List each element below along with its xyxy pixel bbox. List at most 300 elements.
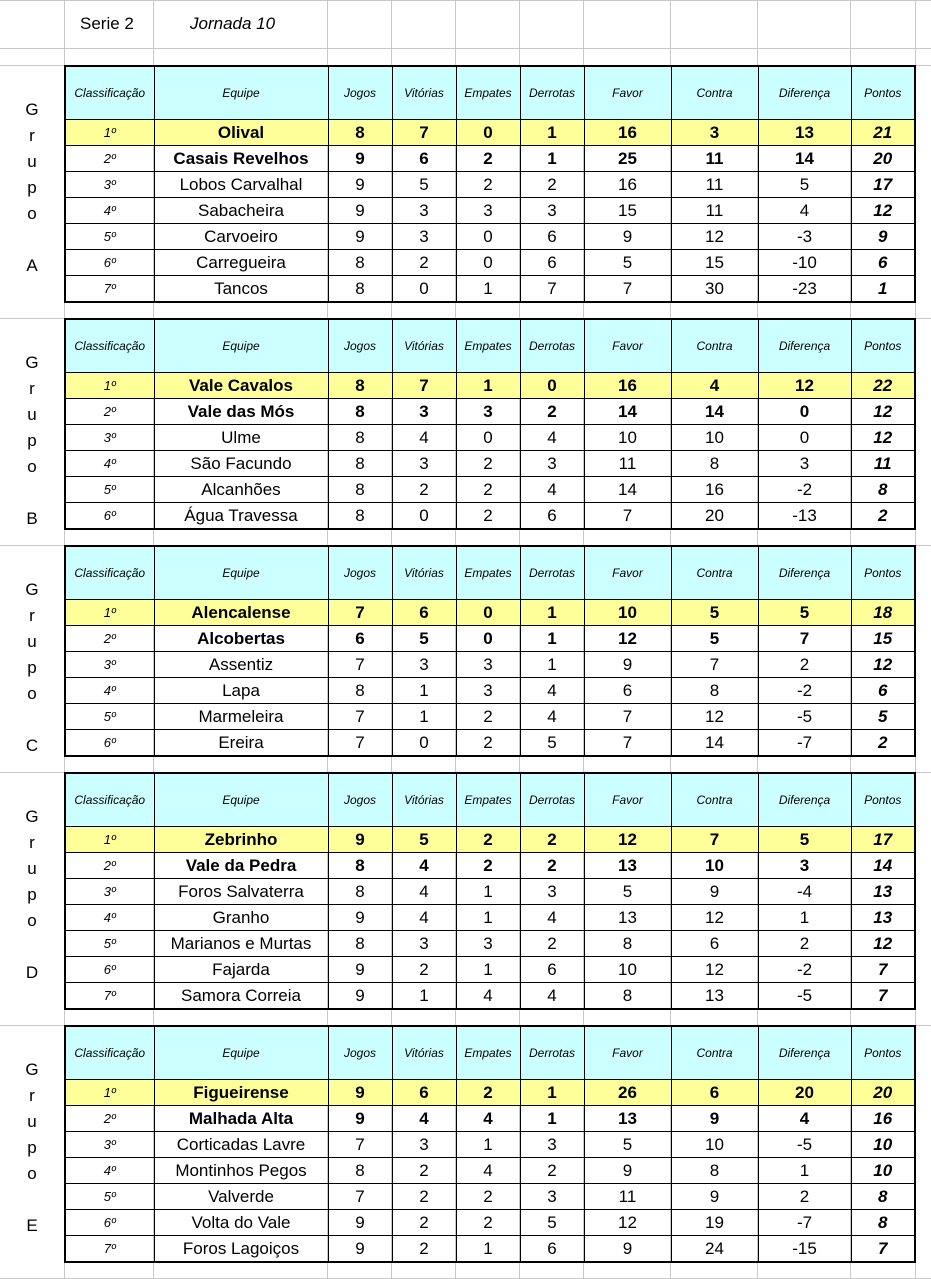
table-cell: 1º [65,373,154,399]
table-row [65,250,915,276]
team-name-cell: Olival [154,120,328,146]
table-cell: 4º [65,678,154,704]
column-header: Empates [456,773,520,827]
team-name-cell: Casais Revelhos [154,146,328,172]
table-row [65,853,915,879]
table-cell: 3 [456,652,520,678]
column-header: Derrotas [520,319,584,373]
table-cell: 12 [584,626,671,652]
table-cell: 4 [392,853,456,879]
group-letter: D [25,963,39,982]
team-name-cell: Alcobertas [154,626,328,652]
table-row [65,224,915,250]
table-cell: 2 [520,827,584,853]
column-header: Pontos [851,546,915,600]
table-cell: 2 [392,250,456,276]
team-name-cell: Vale Cavalos [154,373,328,399]
table-cell: 7 [851,1236,915,1263]
table-cell: 11 [671,172,758,198]
table-cell: 12 [851,652,915,678]
table-cell: 1 [456,1236,520,1263]
table-cell: 2 [392,1236,456,1263]
team-name-cell: Vale da Pedra [154,853,328,879]
team-name-cell: Lapa [154,678,328,704]
table-cell: 1 [520,146,584,172]
table-cell: 14 [584,399,671,425]
table-cell: 1 [758,1158,851,1184]
table-cell: 3 [392,399,456,425]
table-cell: 12 [851,399,915,425]
group-label-letter: r [29,833,35,852]
group-label [0,577,64,759]
table-cell: 13 [758,120,851,146]
table-cell: 3 [520,198,584,224]
table-cell: 7 [584,276,671,303]
table-cell: 5 [851,704,915,730]
table-cell: 9 [584,652,671,678]
team-name-cell: Figueirense [154,1080,328,1106]
table-cell: 3 [392,224,456,250]
group-label-letter: G [25,1060,39,1079]
table-cell: 7 [328,704,392,730]
table-cell: 8 [671,678,758,704]
table-cell: 19 [671,1210,758,1236]
team-name-cell: Samora Correia [154,983,328,1010]
table-cell: 1º [65,120,154,146]
table-cell: 6 [520,250,584,276]
table-row [65,1184,915,1210]
table-row [65,1236,915,1263]
column-header: Equipe [154,1026,328,1080]
table-cell: 2º [65,146,154,172]
table-cell: 15 [584,198,671,224]
table-cell: 7 [328,652,392,678]
table-cell: 9 [328,146,392,172]
table-cell: 1 [456,905,520,931]
table-cell: 8 [328,931,392,957]
column-header: Favor [584,1026,671,1080]
team-name-cell: Zebrinho [154,827,328,853]
column-header: Diferença [758,1026,851,1080]
team-name-cell: Marianos e Murtas [154,931,328,957]
table-cell: 1 [520,1106,584,1132]
table-cell: 2 [392,1158,456,1184]
table-cell: 8 [328,477,392,503]
table-cell: 4 [392,905,456,931]
table-cell: 4º [65,451,154,477]
table-cell: 12 [851,931,915,957]
table-cell: -7 [758,730,851,757]
team-name-cell: Alencalense [154,600,328,626]
table-cell: -15 [758,1236,851,1263]
team-name-cell: Vale das Mós [154,399,328,425]
table-cell: 3º [65,652,154,678]
table-row [65,827,915,853]
group-label-letter: G [25,580,39,599]
table-cell: 3 [392,198,456,224]
table-cell: 4 [758,198,851,224]
table-cell: 1 [758,905,851,931]
team-name-cell: Carregueira [154,250,328,276]
table-cell: 5 [758,827,851,853]
table-cell: 2 [456,1080,520,1106]
table-cell: 17 [851,172,915,198]
table-cell: 2 [456,853,520,879]
table-cell: 5º [65,477,154,503]
table-cell: 2 [456,146,520,172]
table-cell: 0 [392,503,456,530]
table-cell: 3 [392,652,456,678]
table-cell: 0 [456,120,520,146]
column-header: Vitórias [392,66,456,120]
column-header: Jogos [328,773,392,827]
table-cell: 12 [851,198,915,224]
table-cell: 5º [65,931,154,957]
table-cell: 16 [851,1106,915,1132]
table-cell: 7 [328,600,392,626]
column-header: Jogos [328,1026,392,1080]
group-label-letter: G [25,100,39,119]
table-cell: 4 [456,1106,520,1132]
table-cell: 9 [328,1210,392,1236]
column-header: Favor [584,773,671,827]
table-row [65,1210,915,1236]
table-cell: 3 [520,1184,584,1210]
table-row [65,931,915,957]
table-row [65,652,915,678]
table-cell: 14 [584,477,671,503]
table-cell: 7 [392,373,456,399]
table-cell: 2 [758,931,851,957]
table-cell: 9 [328,1106,392,1132]
table-cell: 5 [392,827,456,853]
table-cell: 2 [520,399,584,425]
table-cell: 6 [520,957,584,983]
table-cell: 1 [520,1080,584,1106]
table-cell: -3 [758,224,851,250]
table-cell: 9 [328,198,392,224]
team-name-cell: Volta do Vale [154,1210,328,1236]
table-cell: 12 [671,224,758,250]
table-cell: 9 [671,1106,758,1132]
table-cell: 0 [456,425,520,451]
group-label-letter: r [29,606,35,625]
table-cell: 3 [392,1132,456,1158]
table-row [65,120,915,146]
table-cell: 25 [584,146,671,172]
table-cell: 9 [328,1236,392,1263]
table-cell: 9 [851,224,915,250]
team-name-cell: Montinhos Pegos [154,1158,328,1184]
column-header: Vitórias [392,319,456,373]
table-cell: -5 [758,1132,851,1158]
table-cell: 13 [584,853,671,879]
column-header: Equipe [154,319,328,373]
column-header: Contra [671,319,758,373]
table-cell: 10 [671,1132,758,1158]
table-cell: 13 [584,1106,671,1132]
column-header: Diferença [758,319,851,373]
table-cell: 7 [584,730,671,757]
table-row [65,983,915,1010]
column-header: Pontos [851,1026,915,1080]
group-letter: B [26,509,38,528]
table-cell: 2 [392,1210,456,1236]
table-cell: 8 [328,451,392,477]
table-cell: 7 [328,1184,392,1210]
table-cell: -13 [758,503,851,530]
column-header: Derrotas [520,546,584,600]
table-cell: 0 [456,600,520,626]
group-label-letter: o [27,457,37,476]
table-cell: 2 [520,931,584,957]
column-header: Jogos [328,546,392,600]
column-header: Contra [671,1026,758,1080]
team-name-cell: Granho [154,905,328,931]
column-header: Diferença [758,773,851,827]
table-cell: 5 [758,600,851,626]
table-cell: 1 [456,276,520,303]
team-name-cell: Água Travessa [154,503,328,530]
column-header: Contra [671,546,758,600]
group-label-letter: r [29,1086,35,1105]
table-cell: 8 [328,276,392,303]
table-row [65,1080,915,1106]
table-cell: 1º [65,600,154,626]
table-cell: 8 [328,678,392,704]
table-cell: 9 [584,1158,671,1184]
table-cell: 8 [328,1158,392,1184]
table-row [65,276,915,303]
table-cell: 2 [520,1158,584,1184]
table-cell: 14 [671,730,758,757]
table-cell: 20 [851,146,915,172]
table-cell: 6º [65,250,154,276]
table-cell: 3 [456,198,520,224]
column-header: Favor [584,319,671,373]
column-header: Derrotas [520,773,584,827]
table-cell: 8 [328,373,392,399]
table-cell: 5 [520,1210,584,1236]
table-cell: 8 [671,1158,758,1184]
table-cell: 2 [456,704,520,730]
table-cell: 13 [851,905,915,931]
table-cell: 1 [520,120,584,146]
table-cell: 14 [758,146,851,172]
table-cell: 4 [456,983,520,1010]
table-cell: 5 [671,626,758,652]
table-header-row [65,546,915,600]
table-cell: 2 [456,503,520,530]
table-cell: 7º [65,276,154,303]
table-cell: 2º [65,626,154,652]
table-cell: 12 [671,704,758,730]
table-cell: 6 [328,626,392,652]
group-label-letter: p [27,178,37,197]
group-label-letter: o [27,911,37,930]
column-header: Classificação [65,773,154,827]
table-row [65,451,915,477]
table-cell: 1 [851,276,915,303]
standings-table [64,65,916,303]
team-name-cell: Malhada Alta [154,1106,328,1132]
table-cell: 6 [392,1080,456,1106]
team-name-cell: Carvoeiro [154,224,328,250]
table-cell: -23 [758,276,851,303]
sheet-header [0,0,931,48]
table-row [65,172,915,198]
table-row [65,1106,915,1132]
table-cell: 4 [392,425,456,451]
table-cell: 1 [456,1132,520,1158]
table-cell: 9 [328,983,392,1010]
table-cell: 3 [392,931,456,957]
table-cell: 0 [392,730,456,757]
group-label [0,804,64,986]
table-cell: 2º [65,1106,154,1132]
table-cell: 6 [851,678,915,704]
column-header: Classificação [65,319,154,373]
table-cell: 10 [851,1132,915,1158]
table-row [65,957,915,983]
group-label [0,1057,64,1239]
table-cell: 3 [392,451,456,477]
team-name-cell: Foros Lagoiços [154,1236,328,1263]
table-cell: 24 [671,1236,758,1263]
table-cell: 9 [328,1080,392,1106]
column-header: Jogos [328,319,392,373]
table-cell: 7º [65,1236,154,1263]
column-header: Equipe [154,546,328,600]
table-cell: 1 [456,879,520,905]
table-cell: 1 [456,373,520,399]
table-cell: 10 [671,425,758,451]
group-label-letter: p [27,1138,37,1157]
group-label-letter: r [29,126,35,145]
table-cell: 8 [851,477,915,503]
table-row [65,399,915,425]
table-cell: 2 [520,172,584,198]
table-cell: 12 [671,957,758,983]
column-header: Favor [584,66,671,120]
table-row [65,730,915,757]
table-cell: 6º [65,503,154,530]
table-cell: 3 [456,399,520,425]
table-cell: 2 [456,1210,520,1236]
column-header: Pontos [851,773,915,827]
table-cell: 8 [851,1184,915,1210]
table-row [65,373,915,399]
table-cell: 12 [758,373,851,399]
table-cell: 13 [851,879,915,905]
table-cell: 0 [758,399,851,425]
table-row [65,600,915,626]
table-cell: 20 [671,503,758,530]
table-cell: 2 [456,172,520,198]
table-cell: 6º [65,730,154,757]
table-cell: 5º [65,1184,154,1210]
table-cell: 7 [671,652,758,678]
table-cell: 9 [328,827,392,853]
standings-table [64,1025,916,1263]
table-cell: 2 [758,1184,851,1210]
table-cell: 1 [392,704,456,730]
table-cell: 6º [65,1210,154,1236]
table-cell: 6 [520,224,584,250]
column-header: Contra [671,773,758,827]
table-cell: 3 [520,879,584,905]
table-cell: 0 [456,250,520,276]
table-cell: 9 [584,224,671,250]
table-cell: 2 [456,1184,520,1210]
table-cell: 2º [65,399,154,425]
table-cell: 12 [671,905,758,931]
table-cell: 7 [851,983,915,1010]
table-cell: 6 [392,146,456,172]
table-cell: 12 [584,1210,671,1236]
group-label [0,350,64,532]
table-cell: 6 [392,600,456,626]
table-cell: 7 [584,503,671,530]
table-cell: 3 [520,451,584,477]
table-cell: 1 [456,957,520,983]
table-cell: 4 [520,983,584,1010]
table-cell: 7 [584,704,671,730]
table-cell: 2 [392,477,456,503]
group-label-letter: u [27,405,37,424]
table-cell: 6 [671,931,758,957]
table-cell: 12 [851,425,915,451]
column-header: Classificação [65,66,154,120]
table-cell: 9 [328,957,392,983]
table-cell: 10 [584,957,671,983]
table-cell: 5 [758,172,851,198]
table-cell: 4 [671,373,758,399]
column-header: Empates [456,546,520,600]
table-cell: 20 [758,1080,851,1106]
table-cell: 10 [584,600,671,626]
table-cell: 4 [520,905,584,931]
table-cell: 5 [584,250,671,276]
table-cell: 5 [584,1132,671,1158]
table-cell: 10 [851,1158,915,1184]
table-cell: 8 [671,451,758,477]
table-cell: 3 [758,853,851,879]
group-label-letter: G [25,353,39,372]
column-header: Pontos [851,66,915,120]
table-cell: 7 [671,827,758,853]
group-label-letter: p [27,658,37,677]
table-cell: -2 [758,477,851,503]
table-cell: 18 [851,600,915,626]
table-cell: 4º [65,905,154,931]
table-cell: 5 [584,879,671,905]
standings-table [64,545,916,757]
group-label-letter: u [27,859,37,878]
table-cell: 6 [851,250,915,276]
table-cell: 2 [456,730,520,757]
table-cell: 6 [520,1236,584,1263]
column-header: Classificação [65,546,154,600]
team-name-cell: Foros Salvaterra [154,879,328,905]
table-cell: 8 [328,503,392,530]
grid-line [0,48,931,49]
team-name-cell: Corticadas Lavre [154,1132,328,1158]
table-cell: 15 [851,626,915,652]
table-cell: 3º [65,879,154,905]
table-row [65,503,915,530]
table-cell: 0 [392,276,456,303]
